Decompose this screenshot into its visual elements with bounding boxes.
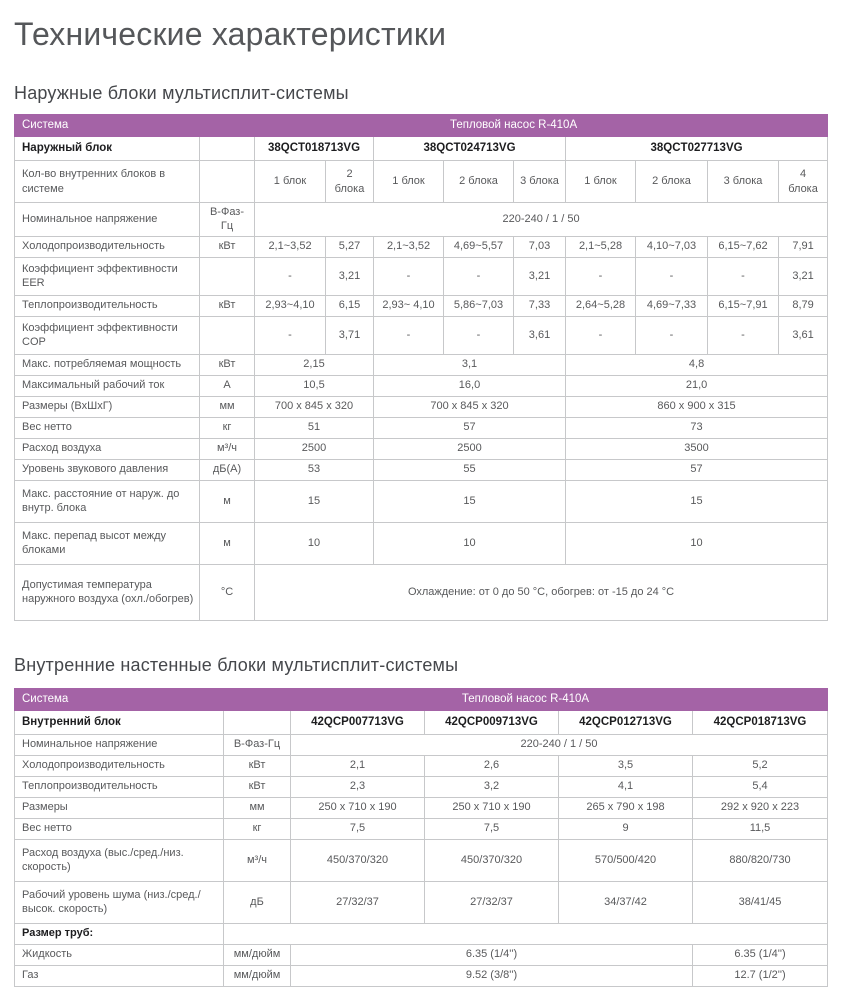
value-cell: 4,10~7,03: [636, 236, 708, 257]
indoor-units-table: [14, 688, 828, 987]
model-cell: 42QCP012713VG: [559, 710, 693, 734]
value-cell: 38/41/45: [693, 881, 828, 923]
unit-cell: °С: [200, 564, 255, 620]
value-cell: -: [636, 316, 708, 354]
value-cell: 57: [566, 459, 828, 480]
table-row-noise-level: [15, 881, 828, 923]
value-cell: 27/32/37: [425, 881, 559, 923]
value-cell: 450/370/320: [425, 839, 559, 881]
value-cell: 2 блока: [636, 161, 708, 203]
value-cell: 15: [566, 480, 828, 522]
value-cell: 2,3: [291, 776, 425, 797]
row-label-cop: Коэффициент эффективности COP: [15, 316, 200, 354]
value-cell: 3,61: [779, 316, 828, 354]
value-cell: 6,15~7,91: [708, 295, 779, 316]
value-cell: 6.35 (1/4''): [291, 944, 693, 965]
value-cell: -: [374, 257, 444, 295]
value-cell: 3,21: [326, 257, 374, 295]
unit-cell: мм/дюйм: [224, 965, 291, 986]
value-cell: 250 x 710 x 190: [425, 797, 559, 818]
value-cell: 3,5: [559, 755, 693, 776]
value-cell: 12.7 (1/2''): [693, 965, 828, 986]
value-cell: -: [255, 316, 326, 354]
value-cell: 3,61: [514, 316, 566, 354]
value-cell: 11,5: [693, 818, 828, 839]
system-header-label: Система: [15, 115, 200, 137]
value-cell: 55: [374, 459, 566, 480]
value-cell: 53: [255, 459, 374, 480]
unit-cell: кВт: [224, 776, 291, 797]
row-label-liquid: Жидкость: [15, 944, 224, 965]
table-row-liquid-pipe: [15, 944, 828, 965]
value-cell: 2,1: [291, 755, 425, 776]
table-row-dimensions: [15, 797, 828, 818]
table-row-eer: [15, 257, 828, 295]
row-label-max-distance: Макс. расстояние от наруж. до внутр. блока: [15, 480, 200, 522]
row-label-dimensions: Размеры: [15, 797, 224, 818]
value-cell: 700 x 845 x 320: [374, 396, 566, 417]
value-cell: 5,2: [693, 755, 828, 776]
value-cell: 292 x 920 x 223: [693, 797, 828, 818]
value-cell: 7,03: [514, 236, 566, 257]
value-cell: 1 блок: [374, 161, 444, 203]
outdoor-units-table: [14, 114, 828, 621]
unit-cell: [200, 316, 255, 354]
value-cell: 2,64~5,28: [566, 295, 636, 316]
value-cell: 4,69~5,57: [444, 236, 514, 257]
row-label-gas: Газ: [15, 965, 224, 986]
system-header-value: Тепловой насос R-410A: [200, 115, 828, 137]
value-cell: 7,33: [514, 295, 566, 316]
value-cell: 16,0: [374, 375, 566, 396]
value-cell: -: [566, 257, 636, 295]
value-cell: 10: [566, 522, 828, 564]
value-cell: 450/370/320: [291, 839, 425, 881]
value-cell: -: [444, 316, 514, 354]
row-label-eer: Коэффициент эффективности EER: [15, 257, 200, 295]
row-label-airflow: Расход воздуха (выс./сред./низ. скорость): [15, 839, 224, 881]
value-cell: 3,21: [514, 257, 566, 295]
value-cell: 2,93~4,10: [255, 295, 326, 316]
value-cell: -: [636, 257, 708, 295]
model-cell: 42QCP018713VG: [693, 710, 828, 734]
unit-cell: В-Фаз-Гц: [224, 734, 291, 755]
table-row-indoor-blocks-count: [15, 161, 828, 203]
unit-cell: кВт: [200, 354, 255, 375]
table-row-models: [15, 137, 828, 161]
value-cell: -: [374, 316, 444, 354]
row-label-max-height-diff: Макс. перепад высот между блоками: [15, 522, 200, 564]
value-cell: 7,91: [779, 236, 828, 257]
unit-cell: м³/ч: [224, 839, 291, 881]
model-cell: 42QCP009713VG: [425, 710, 559, 734]
value-cell: 2 блока: [326, 161, 374, 203]
value-cell: 3500: [566, 438, 828, 459]
value-cell: 2,1~3,52: [374, 236, 444, 257]
value-cell: -: [566, 316, 636, 354]
value-cell: Охлаждение: от 0 до 50 °С, обогрев: от -15 до 24 °С: [255, 564, 828, 620]
row-label-heating: Теплопроизводительность: [15, 776, 224, 797]
value-cell: 2,15: [255, 354, 374, 375]
unit-cell: мм: [224, 797, 291, 818]
table-row-dimensions: [15, 396, 828, 417]
unit-cell: м³/ч: [200, 438, 255, 459]
row-label-voltage: Номинальное напряжение: [15, 734, 224, 755]
value-cell: 57: [374, 417, 566, 438]
row-label-cooling: Холодопроизводительность: [15, 236, 200, 257]
table-header-row: [15, 688, 828, 710]
value-cell: 73: [566, 417, 828, 438]
model-cell: 38QCT018713VG: [255, 137, 374, 161]
table-row-cooling-capacity: [15, 755, 828, 776]
value-cell: 7,5: [425, 818, 559, 839]
unit-cell: кг: [200, 417, 255, 438]
value-cell: 4,69~7,33: [636, 295, 708, 316]
value-cell: 4,8: [566, 354, 828, 375]
table-row-cooling-capacity: [15, 236, 828, 257]
value-cell: 570/500/420: [559, 839, 693, 881]
value-cell: 34/37/42: [559, 881, 693, 923]
row-label-sound-pressure: Уровень звукового давления: [15, 459, 200, 480]
table-row-airflow: [15, 839, 828, 881]
value-cell: 2500: [374, 438, 566, 459]
value-cell: 880/820/730: [693, 839, 828, 881]
outdoor-section-heading: Наружные блоки мультисплит-системы: [14, 83, 349, 103]
value-cell: 15: [374, 480, 566, 522]
value-cell: 3,1: [374, 354, 566, 375]
value-cell: 5,27: [326, 236, 374, 257]
row-label-airflow: Расход воздуха: [15, 438, 200, 459]
model-cell: 38QCT024713VG: [374, 137, 566, 161]
row-label-pipe-sizes: Размер труб:: [15, 923, 224, 944]
value-cell: 220-240 / 1 / 50: [255, 203, 828, 237]
value-cell: 6,15: [326, 295, 374, 316]
value-cell: 2 блока: [444, 161, 514, 203]
table-row-sound-pressure: [15, 459, 828, 480]
value-cell: 3 блока: [708, 161, 779, 203]
value-cell: 2,1~5,28: [566, 236, 636, 257]
row-label-cooling: Холодопроизводительность: [15, 755, 224, 776]
table-row-voltage: [15, 734, 828, 755]
value-cell: 15: [255, 480, 374, 522]
value-cell: 6,15~7,62: [708, 236, 779, 257]
value-cell: 5,86~7,03: [444, 295, 514, 316]
table-row-models: [15, 710, 828, 734]
value-cell: 220-240 / 1 / 50: [291, 734, 828, 755]
unit-cell: м: [200, 480, 255, 522]
unit-cell: А: [200, 375, 255, 396]
value-cell: 5,4: [693, 776, 828, 797]
row-label-max-power: Макс. потребляемая мощность: [15, 354, 200, 375]
value-cell: 1 блок: [566, 161, 636, 203]
table-row-gas-pipe: [15, 965, 828, 986]
row-label-indoor-model: Внутренний блок: [15, 710, 224, 734]
row-label-dimensions: Размеры (ВхШхГ): [15, 396, 200, 417]
value-cell: -: [444, 257, 514, 295]
row-label-net-weight: Вес нетто: [15, 818, 224, 839]
unit-cell: мм: [200, 396, 255, 417]
table-row-cop: [15, 316, 828, 354]
row-label-outdoor-model: Наружный блок: [15, 137, 200, 161]
value-cell: 10: [374, 522, 566, 564]
value-cell: 7,5: [291, 818, 425, 839]
value-cell: -: [708, 316, 779, 354]
row-label-noise-level: Рабочий уровень шума (низ./сред./высок. скорость): [15, 881, 224, 923]
table-row-max-current: [15, 375, 828, 396]
value-cell: 3,71: [326, 316, 374, 354]
unit-cell: [200, 257, 255, 295]
value-cell: 2500: [255, 438, 374, 459]
table-row-max-distance: [15, 480, 828, 522]
value-cell: -: [708, 257, 779, 295]
value-cell: 4 блока: [779, 161, 828, 203]
value-cell: 860 x 900 x 315: [566, 396, 828, 417]
unit-cell: дБ: [224, 881, 291, 923]
table-row-pipe-sizes-header: [15, 923, 828, 944]
value-cell: 4,1: [559, 776, 693, 797]
value-cell: 8,79: [779, 295, 828, 316]
system-header-label: Система: [15, 688, 224, 710]
value-cell: 700 x 845 x 320: [255, 396, 374, 417]
unit-cell: В-Фаз-Гц: [200, 203, 255, 237]
value-cell: 3,2: [425, 776, 559, 797]
row-label-max-current: Максимальный рабочий ток: [15, 375, 200, 396]
row-label-ambient-temp: Допустимая температура наружного воздуха (охл./обогрев): [15, 564, 200, 620]
table-row-max-power: [15, 354, 828, 375]
value-cell: 27/32/37: [291, 881, 425, 923]
value-cell: 10: [255, 522, 374, 564]
value-cell: 6.35 (1/4''): [693, 944, 828, 965]
page-title: Технические характеристики: [14, 16, 447, 52]
value-cell: 3,21: [779, 257, 828, 295]
value-cell: 1 блок: [255, 161, 326, 203]
system-header-value: Тепловой насос R-410A: [224, 688, 828, 710]
table-row-airflow: [15, 438, 828, 459]
model-cell: 38QCT027713VG: [566, 137, 828, 161]
unit-cell: кВт: [224, 755, 291, 776]
empty-cell: [200, 137, 255, 161]
value-cell: 250 x 710 x 190: [291, 797, 425, 818]
value-cell: 9.52 (3/8''): [291, 965, 693, 986]
empty-cell: [200, 161, 255, 203]
value-cell: 3 блока: [514, 161, 566, 203]
unit-cell: дБ(А): [200, 459, 255, 480]
model-cell: 42QCP007713VG: [291, 710, 425, 734]
value-cell: 2,6: [425, 755, 559, 776]
row-label-blocks: Кол-во внутренних блоков в системе: [15, 161, 200, 203]
unit-cell: кг: [224, 818, 291, 839]
unit-cell: кВт: [200, 295, 255, 316]
table-row-net-weight: [15, 417, 828, 438]
value-cell: 9: [559, 818, 693, 839]
value-cell: 21,0: [566, 375, 828, 396]
value-cell: 51: [255, 417, 374, 438]
table-header-row: [15, 115, 828, 137]
value-cell: 2,93~ 4,10: [374, 295, 444, 316]
table-row-heating-capacity: [15, 295, 828, 316]
table-row-heating-capacity: [15, 776, 828, 797]
value-cell: 2,1~3,52: [255, 236, 326, 257]
empty-cell: [224, 923, 828, 944]
table-row-voltage: [15, 203, 828, 237]
table-row-net-weight: [15, 818, 828, 839]
unit-cell: кВт: [200, 236, 255, 257]
table-row-max-height-diff: [15, 522, 828, 564]
unit-cell: м: [200, 522, 255, 564]
table-row-ambient-temp: [15, 564, 828, 620]
indoor-section-heading: Внутренние настенные блоки мультисплит-системы: [14, 654, 459, 675]
value-cell: 10,5: [255, 375, 374, 396]
unit-cell: мм/дюйм: [224, 944, 291, 965]
empty-cell: [224, 710, 291, 734]
value-cell: 265 x 790 x 198: [559, 797, 693, 818]
value-cell: -: [255, 257, 326, 295]
row-label-voltage: Номинальное напряжение: [15, 203, 200, 237]
row-label-heating: Теплопроизводительность: [15, 295, 200, 316]
row-label-net-weight: Вес нетто: [15, 417, 200, 438]
